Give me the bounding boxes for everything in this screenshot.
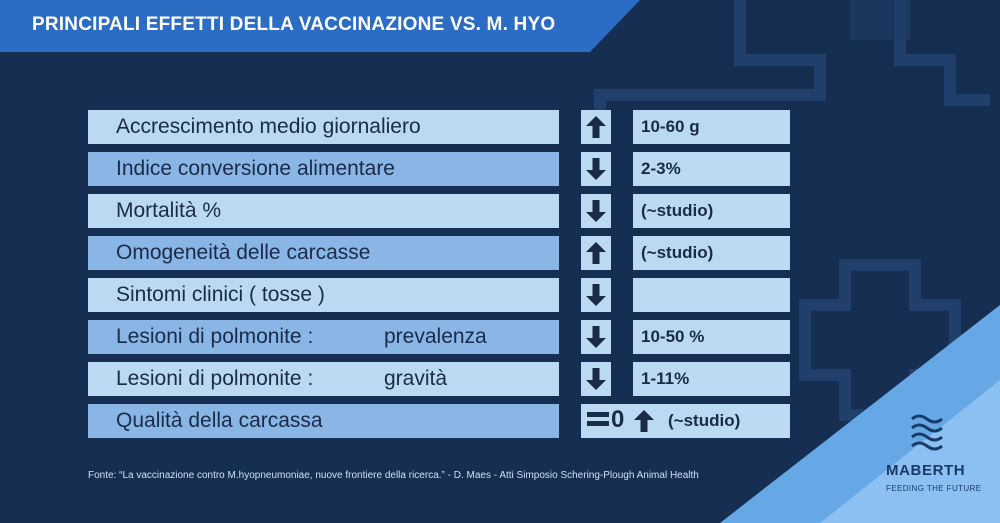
row-value: 10-60 g <box>641 117 700 136</box>
row-label: Lesioni di polmonite : <box>116 367 314 390</box>
row-label: Indice conversione alimentare <box>116 157 395 180</box>
equals-icon <box>587 411 609 427</box>
row-value: (~studio) <box>641 243 714 262</box>
row-value: 2-3% <box>641 159 681 178</box>
table-row <box>88 320 790 354</box>
row-label-cell <box>88 320 559 354</box>
row-label: Mortalità % <box>116 199 222 222</box>
table-row <box>88 110 790 144</box>
arrow-down-icon <box>586 200 606 222</box>
row-arrow-cell <box>581 320 611 354</box>
arrow-down-icon <box>586 326 606 348</box>
row-label: Sintomi clinici ( tosse ) <box>116 283 325 306</box>
arrow-down-icon <box>586 158 606 180</box>
row-label: Accrescimento medio giornaliero <box>116 115 421 138</box>
zero-value: 0 <box>611 406 625 433</box>
row-value-cell <box>633 320 790 354</box>
row-value-cell <box>633 194 790 228</box>
row-label: Lesioni di polmonite : <box>116 325 314 348</box>
row-label: Omogeneità delle carcasse <box>116 241 371 264</box>
row-arrow-cell <box>581 236 611 270</box>
table-row <box>88 194 790 228</box>
row-label-cell <box>88 110 559 144</box>
row-label-cell <box>88 278 559 312</box>
row-value-cell <box>633 152 790 186</box>
row-value: (~studio) <box>641 201 714 220</box>
table-row-last <box>88 404 790 438</box>
row-arrow-cell <box>581 194 611 228</box>
arrow-up-icon <box>634 410 654 432</box>
row-arrow-cell <box>581 362 611 396</box>
row-sublabel: prevalenza <box>384 325 487 348</box>
row-label-cell <box>88 236 559 270</box>
row-label-cell <box>88 152 559 186</box>
row-value-cell <box>633 278 790 312</box>
arrow-up-icon <box>586 116 606 138</box>
row-value: 10-50 % <box>641 327 705 346</box>
row-value-cell <box>633 362 790 396</box>
table-row <box>88 236 790 270</box>
table-row <box>88 362 790 396</box>
row-label-cell <box>88 362 559 396</box>
logo-tagline: FEEDING THE FUTURE <box>886 484 982 493</box>
row-label: Qualità della carcassa <box>116 409 323 432</box>
table-row <box>88 152 790 186</box>
logo-name: MABERTH <box>886 462 966 479</box>
row-value: (~studio) <box>668 411 741 430</box>
row-value-cell <box>581 404 790 438</box>
row-value-cell <box>633 110 790 144</box>
page-title: PRINCIPALI EFFETTI DELLA VACCINAZIONE VS. M. HYO <box>32 14 556 35</box>
row-sublabel: gravità <box>384 367 448 390</box>
arrow-up-icon <box>586 242 606 264</box>
row-value-cell <box>633 236 790 270</box>
arrow-down-icon <box>586 284 606 306</box>
table-row <box>88 278 790 312</box>
row-arrow-cell <box>581 110 611 144</box>
row-arrow-cell <box>581 152 611 186</box>
source-footnote: Fonte: “La vaccinazione contro M.hyopneumoniae, nuove frontiere della ricerca.” - D. Maes - Atti Simposio Schering-Plough Animal Health <box>88 470 699 481</box>
row-arrow-cell <box>581 278 611 312</box>
row-label-cell <box>88 404 559 438</box>
row-label-cell <box>88 194 559 228</box>
row-value: 1-11% <box>641 369 690 388</box>
maberth-logo-icon <box>910 413 944 453</box>
arrow-down-icon <box>586 368 606 390</box>
